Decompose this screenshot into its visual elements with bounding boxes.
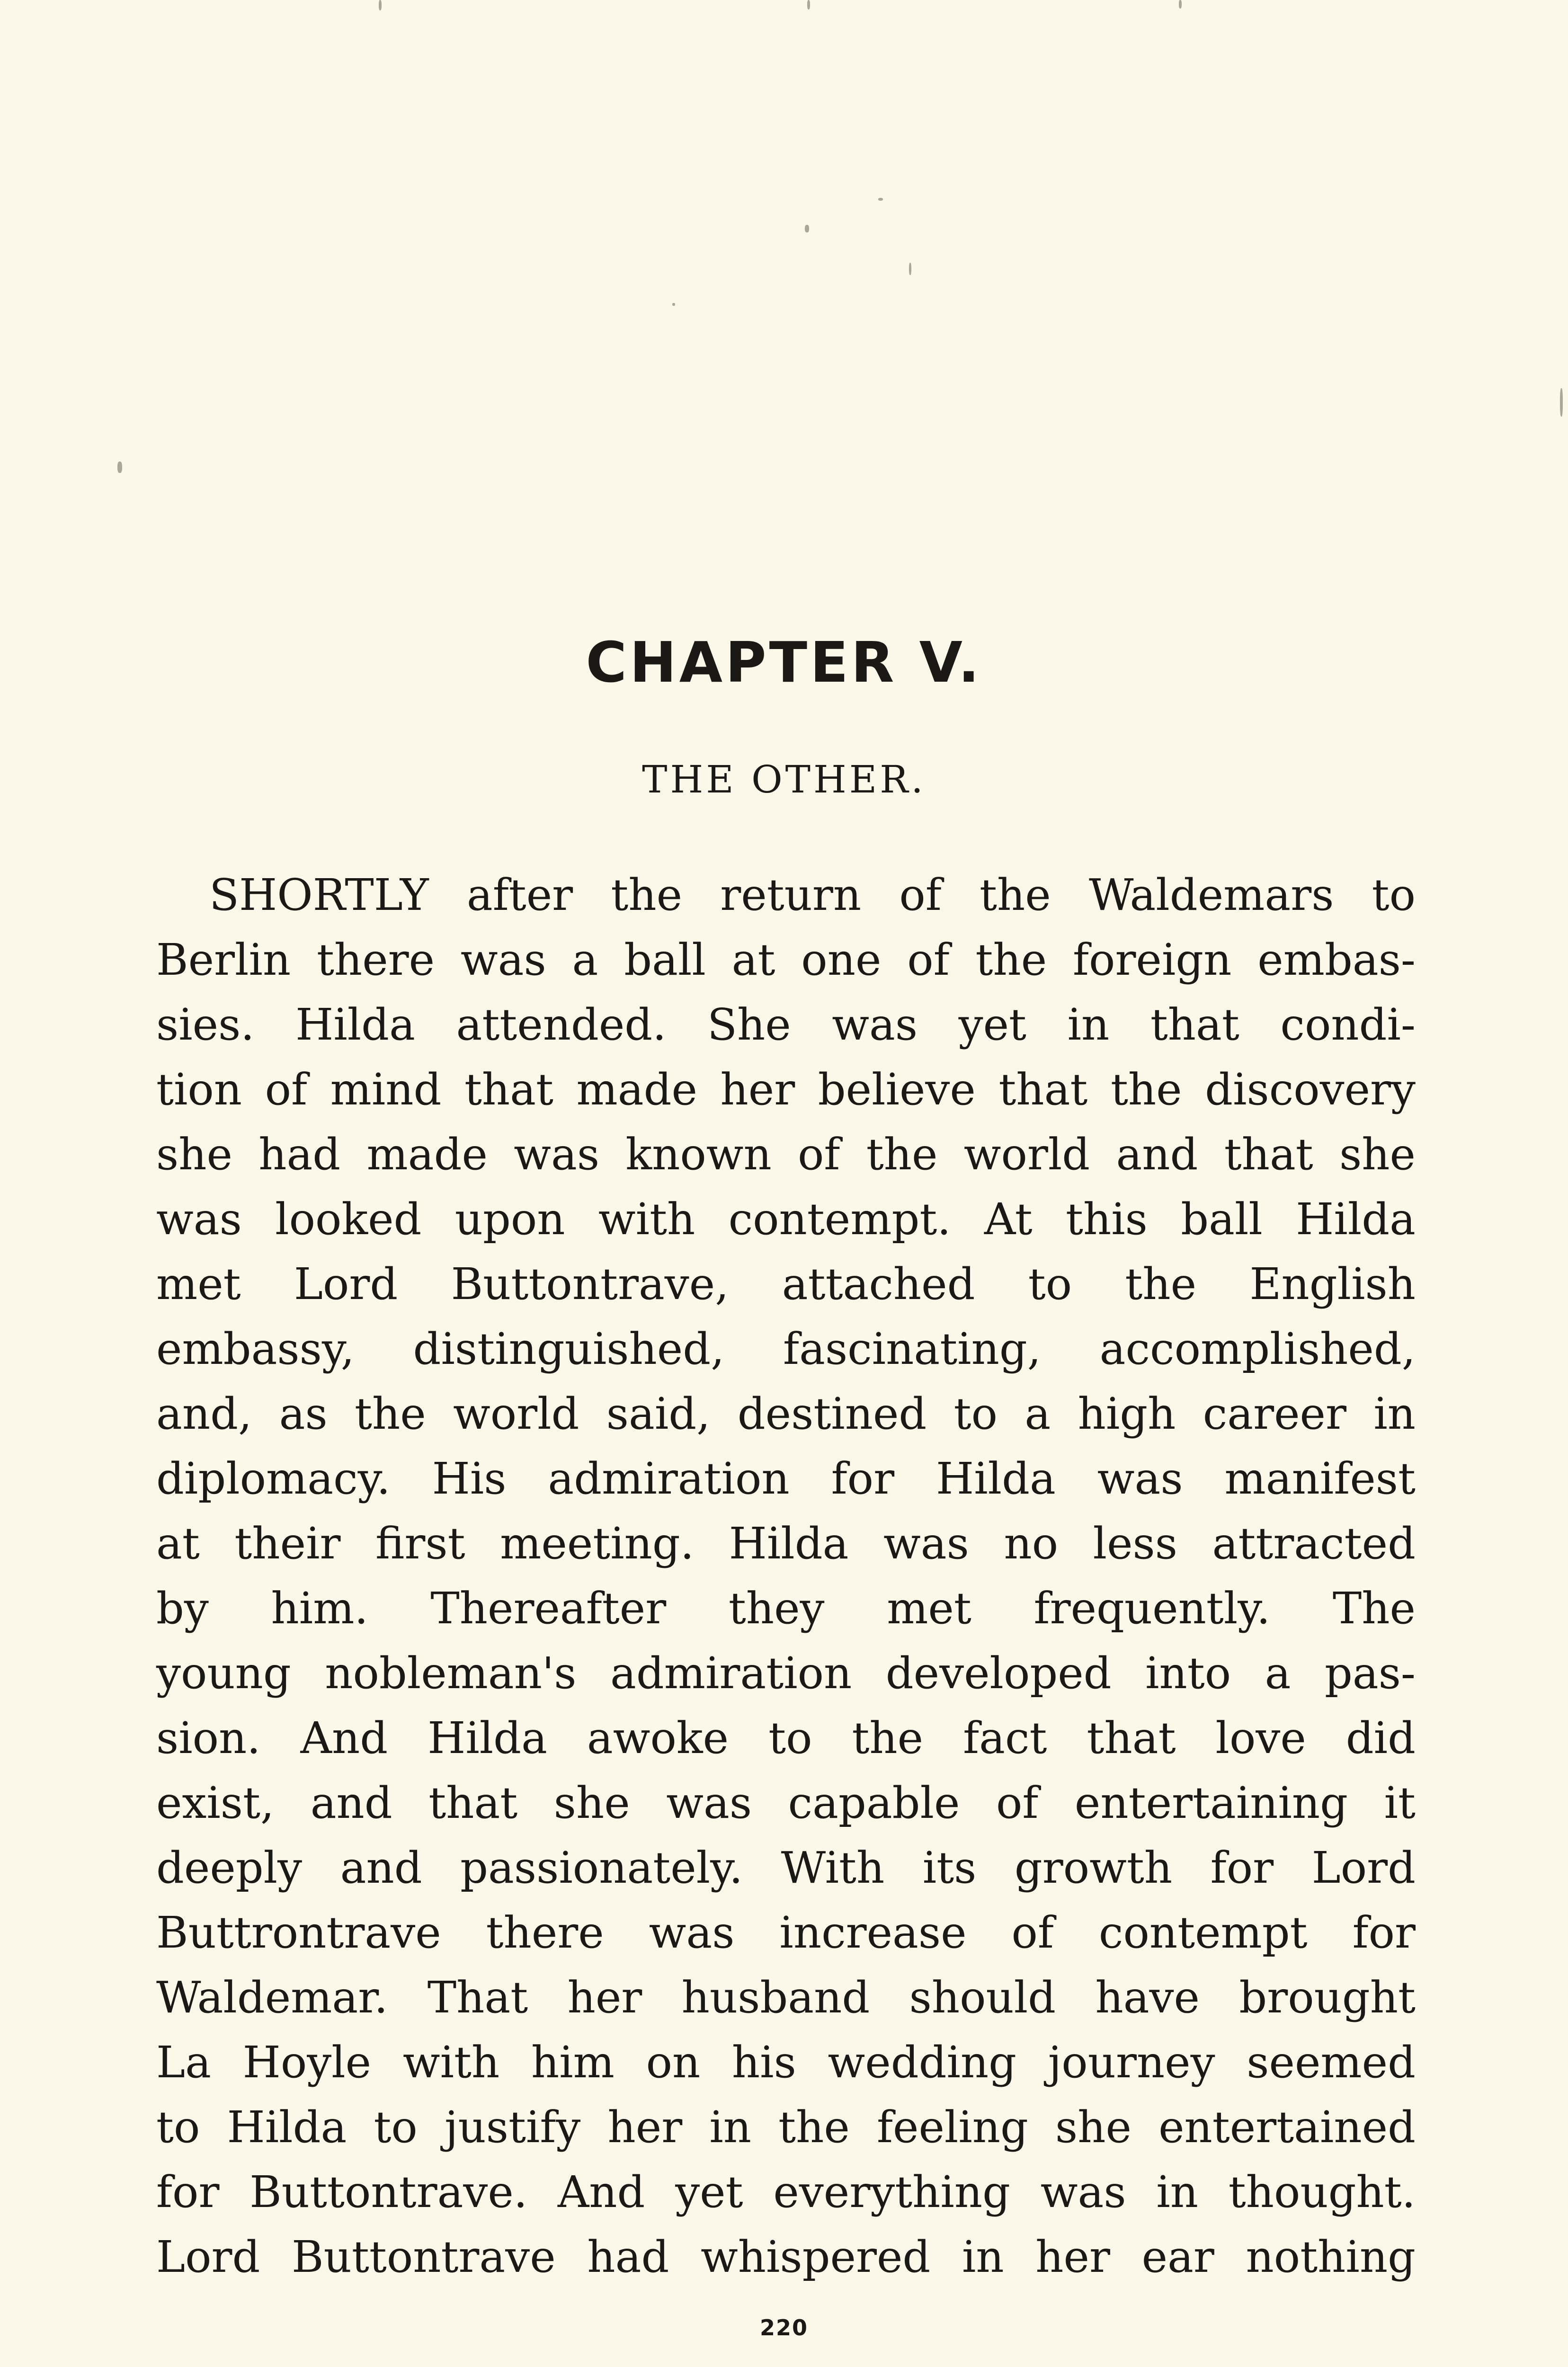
chapter-subtitle: THE OTHER. xyxy=(642,757,926,801)
text-line: Buttrontrave there was increase of contempt for xyxy=(156,1907,1416,1958)
text-line: by him. Thereafter they met frequently. The xyxy=(156,1583,1416,1634)
text-line: embassy, distinguished, fascinating, accomplished, xyxy=(156,1324,1416,1374)
text-line: Waldemar. That her husband should have brought xyxy=(156,1972,1416,2023)
text-line: exist, and that she was capable of entertaining it xyxy=(156,1778,1416,1828)
text-line: Lord Buttontrave had whispered in her ear nothing xyxy=(156,2232,1416,2282)
text-line: and, as the world said, destined to a high career in xyxy=(156,1388,1416,1439)
text-line: met Lord Buttontrave, attached to the English xyxy=(156,1259,1416,1309)
text-line: sion. And Hilda awoke to the fact that love did xyxy=(156,1713,1416,1763)
text-line: young nobleman's admiration developed into a pas- xyxy=(156,1648,1416,1699)
text-line: was looked upon with contempt. At this ball Hilda xyxy=(156,1194,1416,1245)
text-line: to Hilda to justify her in the feeling she entertained xyxy=(156,2102,1416,2153)
text-line: tion of mind that made her believe that the discovery xyxy=(156,1064,1416,1115)
text-line: deeply and passionately. With its growth for Lord xyxy=(156,1842,1416,1893)
chapter-title: CHAPTER V. xyxy=(586,630,982,695)
body-text xyxy=(156,863,1416,2289)
page-number: 220 xyxy=(759,2315,809,2340)
text-line: for Buttontrave. And yet everything was in thought. xyxy=(156,2167,1416,2217)
text-line: La Hoyle with him on his wedding journey seemed xyxy=(156,2037,1416,2088)
text-line: at their first meeting. Hilda was no less attracted xyxy=(156,1518,1416,1569)
text-line: she had made was known of the world and that she xyxy=(156,1129,1416,1180)
text-line: sies. Hilda attended. She was yet in that condi- xyxy=(156,999,1416,1050)
text-line: diplomacy. His admiration for Hilda was manifest xyxy=(156,1453,1416,1504)
text-line: Berlin there was a ball at one of the foreign embas- xyxy=(156,934,1416,985)
text-line: SHORTLY after the return of the Waldemars to xyxy=(209,870,1416,920)
